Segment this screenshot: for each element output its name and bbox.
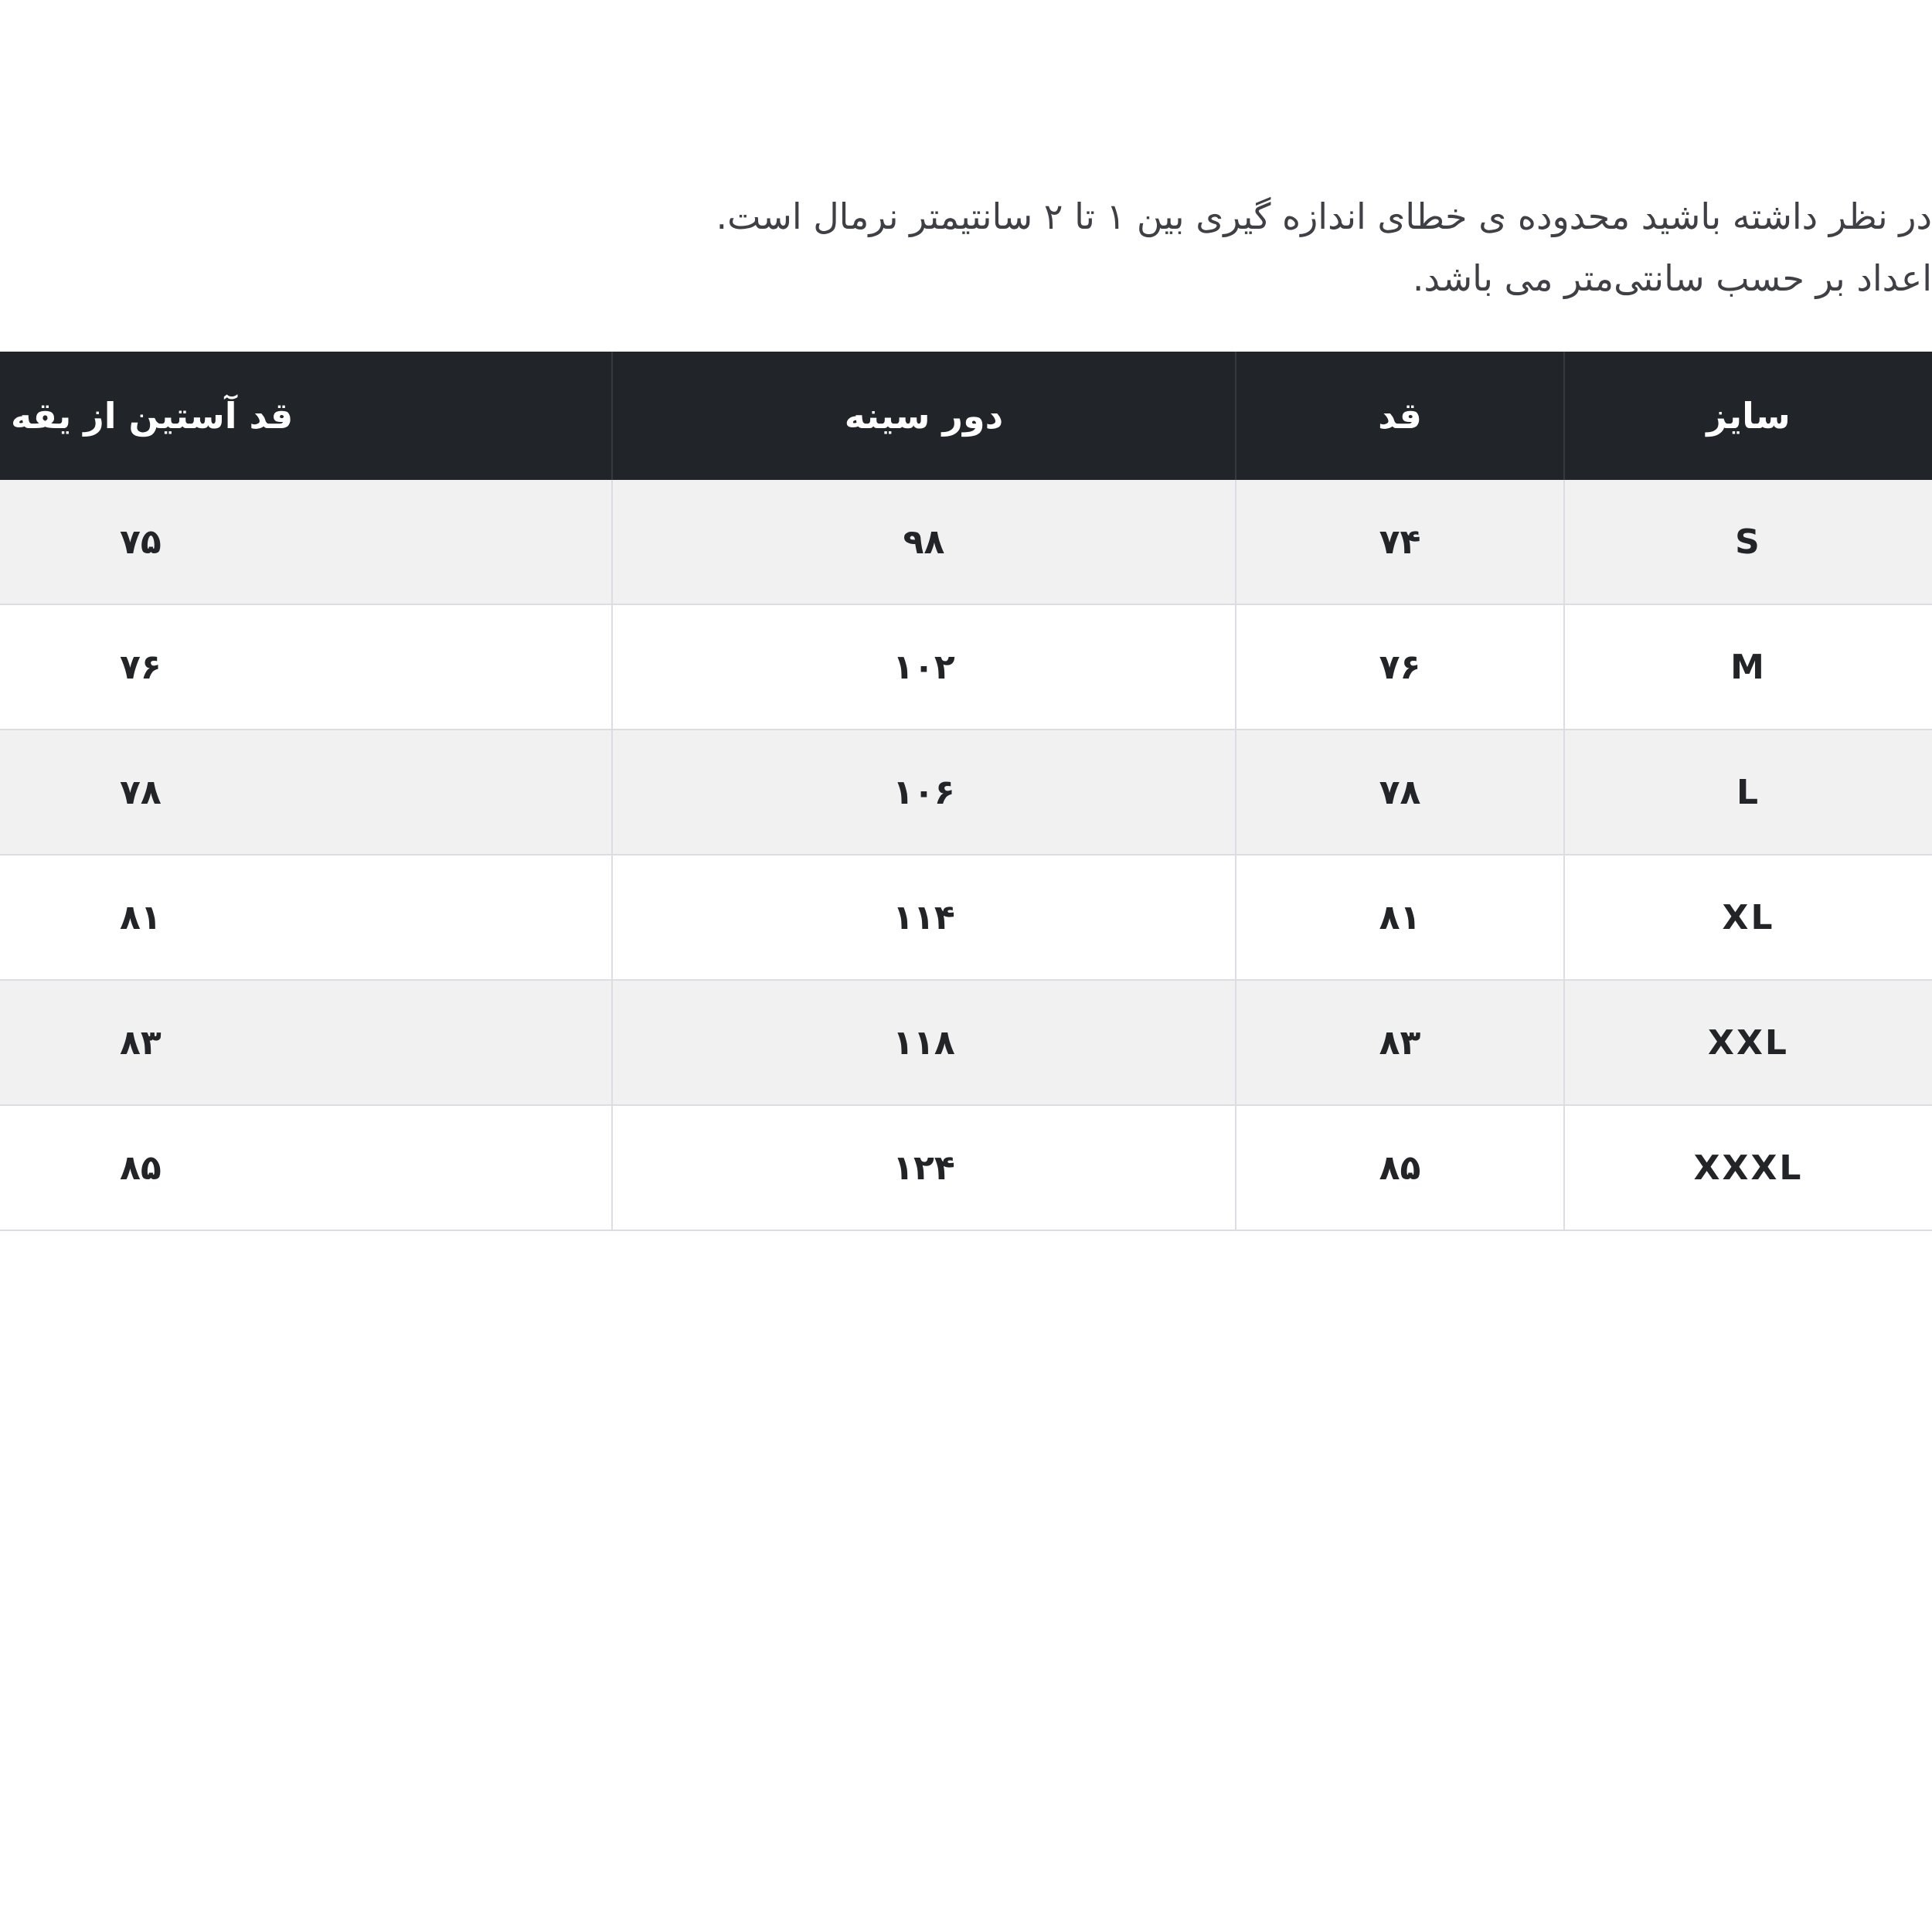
measurement-notes [0,185,1932,309]
table-header [0,352,1932,480]
cell-size: M [1564,604,1932,730]
note-units: اعداد بر حسب سانتی‌متر می باشد. [1412,257,1932,299]
table-row [0,980,1932,1105]
table-body [0,480,1932,1230]
cell-size: XL [1564,855,1932,980]
cell-chest: ۱۱۸ [612,980,1236,1105]
cell-sleeve-length: ۷۸ [0,730,612,855]
cell-sleeve-length: ۷۶ [0,604,612,730]
cell-height: ۷۴ [1236,480,1564,604]
cell-size: L [1564,730,1932,855]
size-table-container [0,352,1932,1231]
table-row [0,730,1932,855]
cell-chest: ۱۲۴ [612,1105,1236,1230]
cell-height: ۷۶ [1236,604,1564,730]
cell-sleeve-length: ۷۵ [0,480,612,604]
cell-height: ۸۵ [1236,1105,1564,1230]
cell-size: XXXL [1564,1105,1932,1230]
cell-chest: ۱۰۲ [612,604,1236,730]
header-chest: دور سینه [612,352,1236,480]
cell-sleeve-length: ۸۵ [0,1105,612,1230]
table-row [0,480,1932,604]
cell-size: XXL [1564,980,1932,1105]
table-row [0,855,1932,980]
header-size: سایز [1564,352,1932,480]
cell-chest: ۱۱۴ [612,855,1236,980]
table-header-row [0,352,1932,480]
cell-height: ۸۱ [1236,855,1564,980]
cell-height: ۸۳ [1236,980,1564,1105]
note-tolerance: در نظر داشته باشید محدوده ی خطای اندازه گیری بین ۱ تا ۲ سانتیمتر نرمال است. [716,196,1932,237]
cell-sleeve-length: ۸۳ [0,980,612,1105]
cell-height: ۷۸ [1236,730,1564,855]
cell-size: S [1564,480,1932,604]
cell-sleeve-length: ۸۱ [0,855,612,980]
header-sleeve-length: قد آستین از یقه [0,352,612,480]
size-table [0,352,1932,1231]
cell-chest: ۱۰۶ [612,730,1236,855]
header-height: قد [1236,352,1564,480]
table-row [0,604,1932,730]
cell-chest: ۹۸ [612,480,1236,604]
table-row [0,1105,1932,1230]
